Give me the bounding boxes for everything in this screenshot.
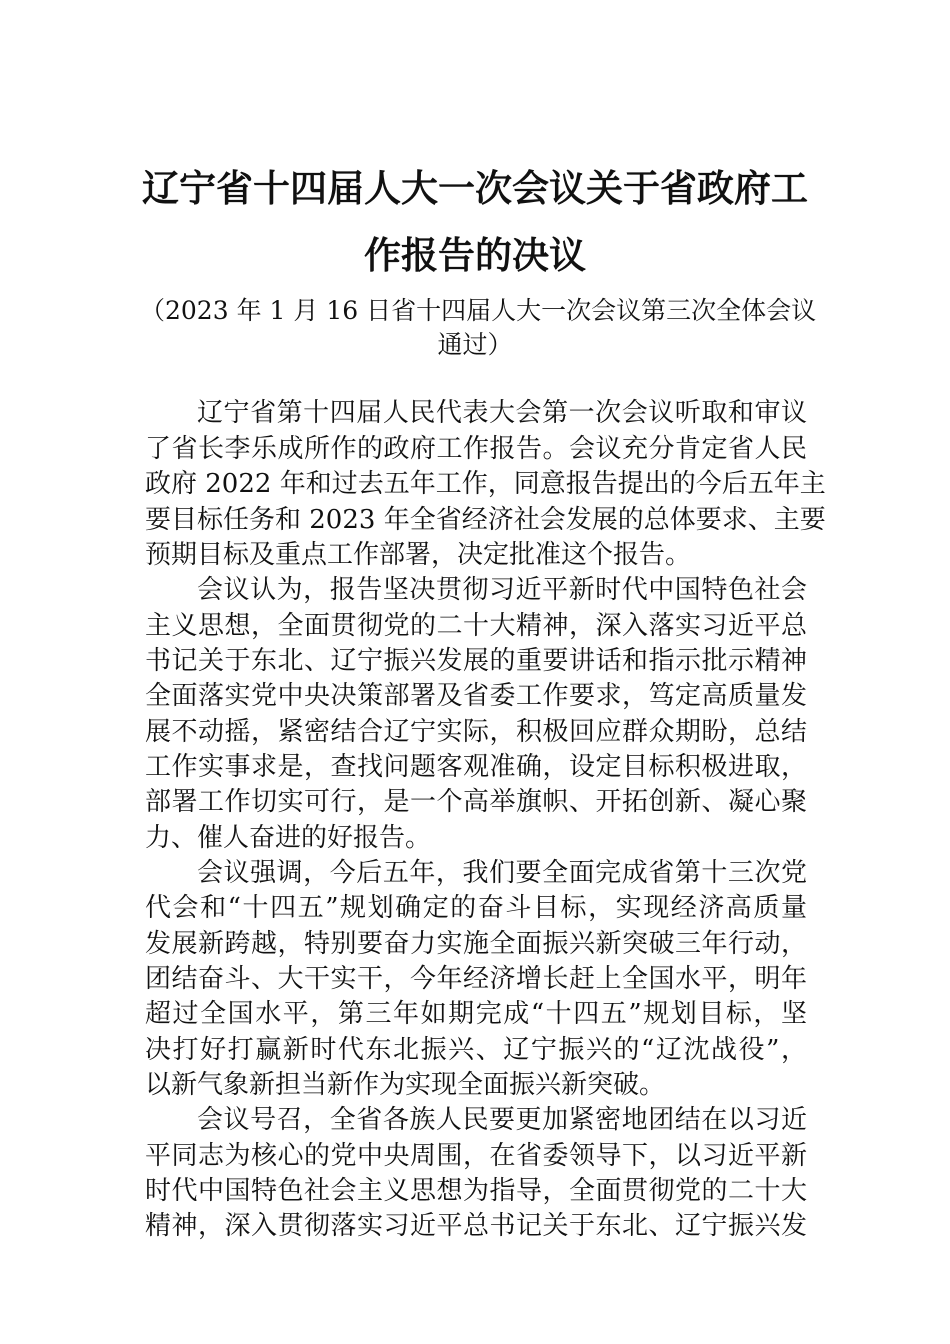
document-title-line-1: 辽宁省十四届人大一次会议关于省政府工	[142, 167, 808, 210]
document-subtitle-line-2: 通过）	[437, 330, 513, 359]
body-line: 团结奋斗、大干实干，今年经济增长赶上全国水平，明年	[145, 964, 807, 994]
body-line: 会议认为，报告坚决贯彻习近平新时代中国特色社会	[197, 575, 807, 605]
body-line: 预期目标及重点工作部署，决定批准这个报告。	[145, 540, 692, 570]
body-line: 精神，深入贯彻落实习近平总书记关于东北、辽宁振兴发	[145, 1211, 807, 1241]
body-line: 辽宁省第十四届人民代表大会第一次会议听取和审议	[197, 398, 807, 428]
body-line: 平同志为核心的党中央周围，在省委领导下，以习近平新	[145, 1141, 807, 1171]
body-line: 全面落实党中央决策部署及省委工作要求，笃定高质量发	[145, 681, 807, 711]
body-line: 了省长李乐成所作的政府工作报告。会议充分肯定省人民	[145, 434, 807, 464]
body-line: 会议强调，今后五年，我们要全面完成省第十三次党	[197, 858, 807, 888]
document-subtitle-line-1: （2023 年 1 月 16 日省十四届人大一次会议第三次全体会议	[140, 296, 817, 325]
document-title-line-2: 作报告的决议	[364, 234, 586, 277]
body-line: 部署工作切实可行，是一个高举旗帜、开拓创新、凝心聚	[145, 787, 807, 817]
body-line: 超过全国水平，第三年如期完成“十四五”规划目标，坚	[145, 999, 807, 1029]
body-line: 工作实事求是，查找问题客观准确，设定目标积极进取，	[145, 752, 807, 782]
body-line: 决打好打赢新时代东北振兴、辽宁振兴的“辽沈战役”，	[145, 1035, 807, 1065]
body-line: 展不动摇，紧密结合辽宁实际，积极回应群众期盼，总结	[145, 717, 807, 747]
body-line: 政府 2022 年和过去五年工作，同意报告提出的今后五年主	[145, 469, 826, 499]
body-line: 主义思想，全面贯彻党的二十大精神，深入落实习近平总	[145, 611, 807, 641]
body-line: 力、催人奋进的好报告。	[145, 823, 432, 853]
body-line: 以新气象新担当新作为实现全面振兴新突破。	[145, 1070, 666, 1100]
body-line: 要目标任务和 2023 年全省经济社会发展的总体要求、主要	[145, 505, 826, 535]
body-line: 时代中国特色社会主义思想为指导，全面贯彻党的二十大	[145, 1176, 807, 1206]
body-line: 发展新跨越，特别要奋力实施全面振兴新突破三年行动，	[145, 929, 807, 959]
body-line: 会议号召，全省各族人民要更加紧密地团结在以习近	[197, 1105, 807, 1135]
body-line: 代会和“十四五”规划确定的奋斗目标，实现经济高质量	[145, 893, 807, 923]
body-line: 书记关于东北、辽宁振兴发展的重要讲话和指示批示精神	[145, 646, 807, 676]
